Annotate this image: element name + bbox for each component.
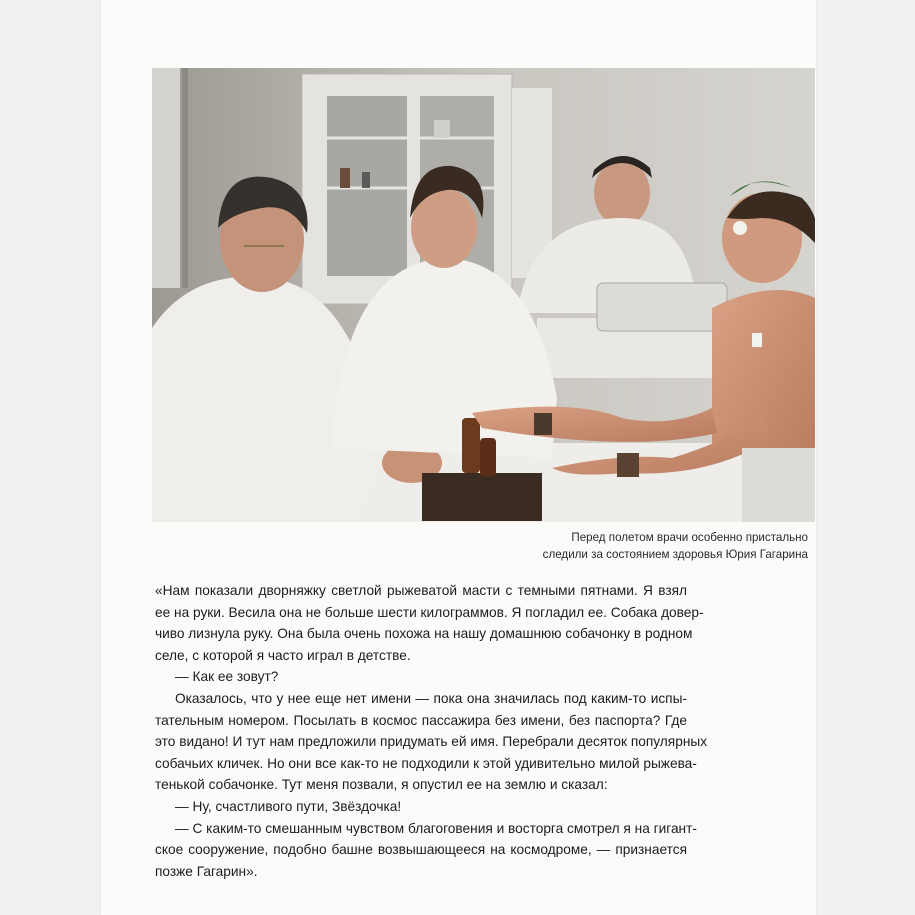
archival-photo xyxy=(152,68,815,522)
text-line: ское сооружение, подобно башне возвышающееся на космодроме, — признается xyxy=(155,842,687,858)
text-line: «Нам показали дворняжку светлой рыжеватой масти с темными пятнами. Я взял xyxy=(155,583,687,598)
text-line: чиво лизнула руку. Она была очень похожа на нашу домашнюю собачонку в родном xyxy=(155,626,693,642)
text-line: тенькой собачонке. Тут меня позвали, я опустил ее на землю и сказал: xyxy=(155,777,608,793)
text-line: Оказалось, что у нее еще нет имени — пока она значилась под каким-то испы- xyxy=(175,690,687,706)
text-line: ее на руки. Весила она не больше шести килограммов. Я погладил ее. Собака довер- xyxy=(155,604,704,620)
text-line: — С каким-то смешанным чувством благоговения и восторга смотрел я на гигант- xyxy=(175,820,697,836)
text-line: селе, с которой я часто играл в детстве. xyxy=(155,647,411,663)
body-text xyxy=(155,580,708,882)
text-line: позже Гагарин». xyxy=(155,863,258,879)
photo-caption xyxy=(360,529,808,563)
text-line: собачьих кличек. Но они все как-то не подходили к этой удивительно милой рыжева- xyxy=(155,755,697,771)
text-line: это видано! И тут нам предложили придумать ей имя. Перебрали десяток популярных xyxy=(155,734,708,750)
text-line: — Ну, счастливого пути, Звёздочка! xyxy=(175,798,402,814)
text-line: тательным номером. Посылать в космос пассажира без имени, без паспорта? Где xyxy=(155,712,687,728)
caption-line: Перед полетом врачи особенно пристально xyxy=(571,531,808,544)
caption-line: следили за состоянием здоровья Юрия Гагарина xyxy=(542,548,808,561)
text-line: — Как ее зовут? xyxy=(175,669,279,685)
